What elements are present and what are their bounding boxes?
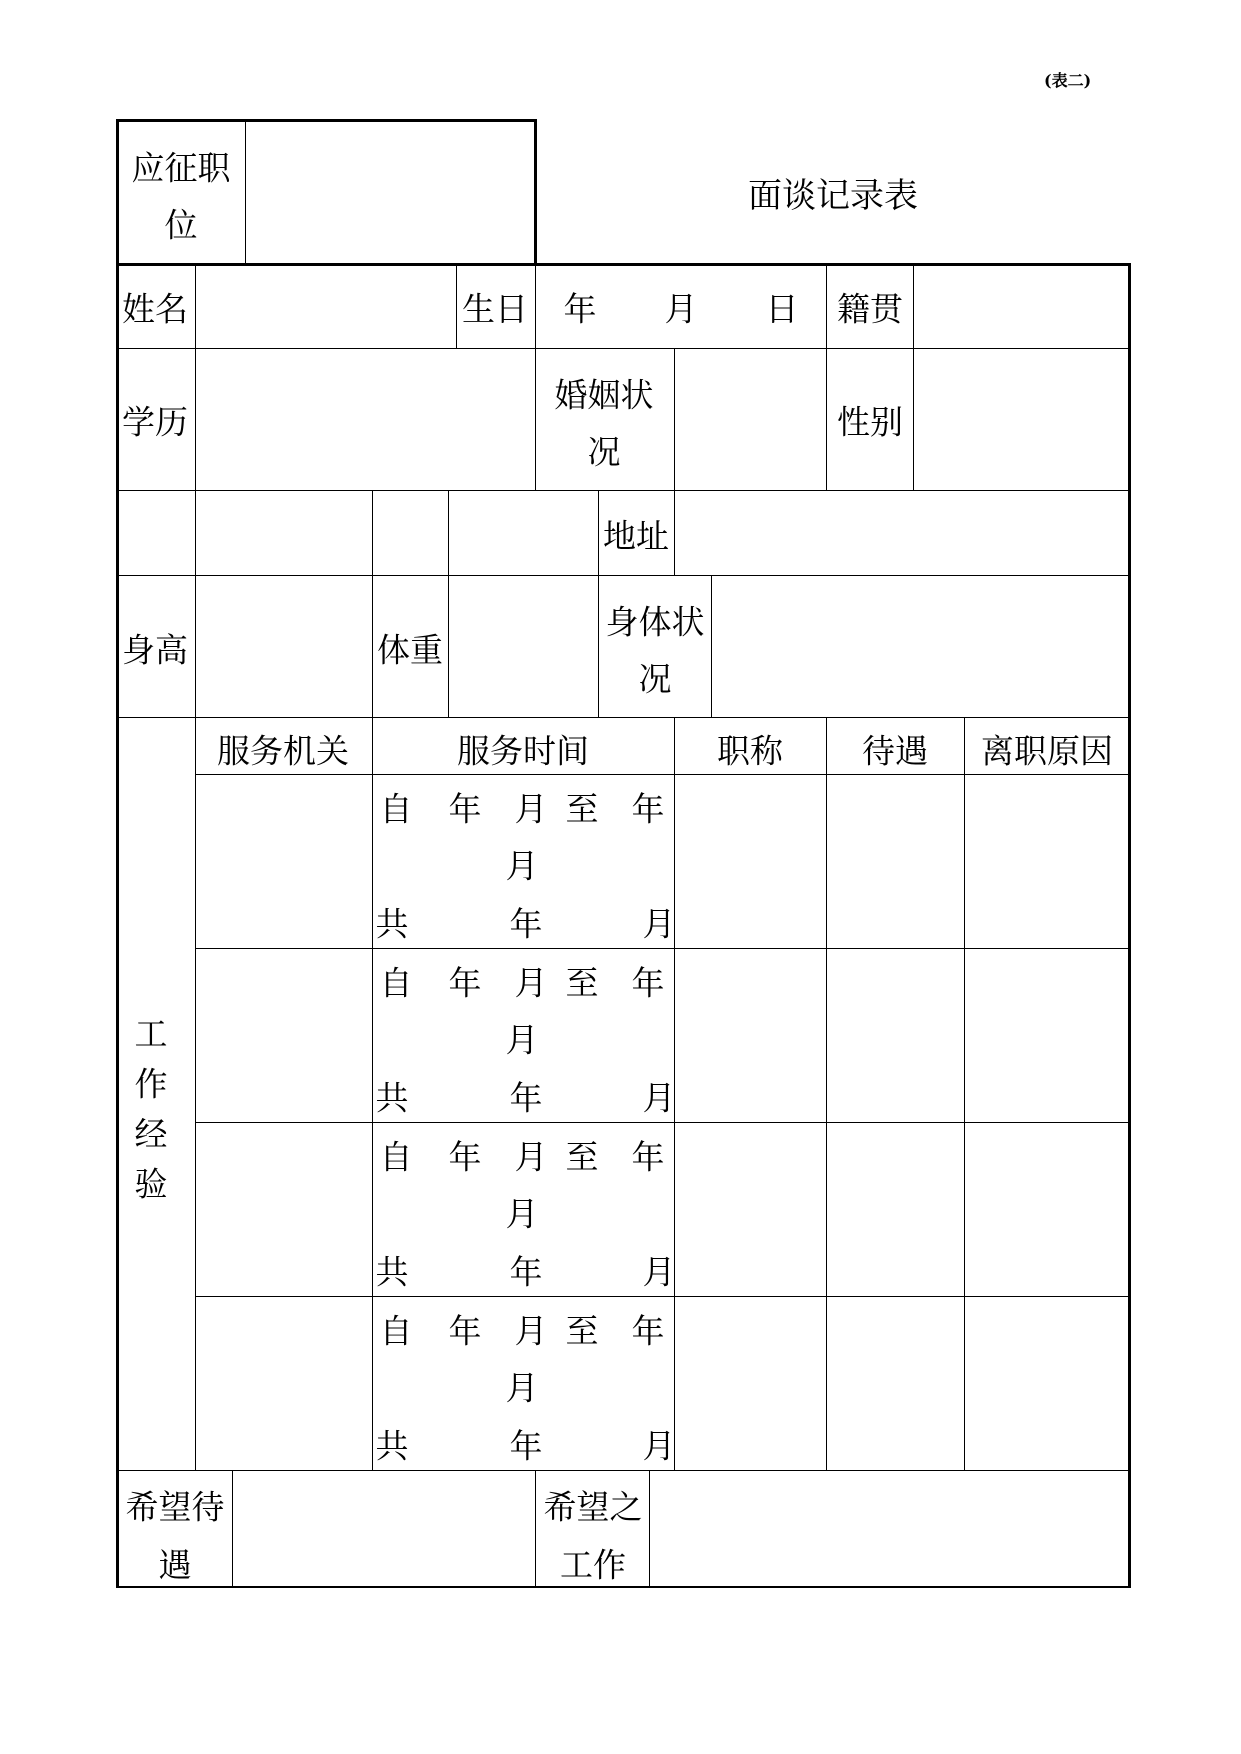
- leave-reason-input[interactable]: [966, 1298, 1127, 1469]
- grid-line: [964, 717, 965, 1470]
- period-line3-word: 共: [375, 1252, 409, 1292]
- period-line3-word: 年: [509, 1078, 543, 1118]
- job-title-input[interactable]: [676, 1298, 825, 1469]
- grid-line: [116, 1470, 1131, 1471]
- grid-line: [372, 717, 373, 1470]
- expected-job-label-line1: 希望之: [543, 1487, 643, 1527]
- education-input[interactable]: [197, 350, 534, 489]
- health-input[interactable]: [713, 577, 1127, 716]
- period-line1-word: 自: [379, 789, 413, 829]
- expected-pay-label-line2: 遇: [158, 1545, 192, 1585]
- marital-input[interactable]: [676, 350, 825, 489]
- birthday-month: 月: [664, 289, 698, 329]
- period-line3-word: 月: [642, 1078, 676, 1118]
- grid-line: [448, 490, 449, 717]
- salary-input[interactable]: [828, 1298, 963, 1469]
- grid-line: [195, 948, 1131, 949]
- period-line3-word: 年: [509, 904, 543, 944]
- expected-job-label-line2: 工作: [560, 1545, 626, 1585]
- height-label: 身高: [122, 630, 188, 670]
- period-line1-word: 年: [448, 789, 482, 829]
- grid-line: [456, 264, 457, 348]
- expected-pay-input[interactable]: [234, 1472, 534, 1585]
- employer-input[interactable]: [197, 1124, 371, 1295]
- leave-reason-input[interactable]: [966, 776, 1127, 947]
- grid-line: [826, 717, 827, 1470]
- period-line1-word: 至: [565, 1137, 599, 1177]
- header-service-period: 服务时间: [457, 731, 589, 771]
- position-input[interactable]: [247, 122, 533, 262]
- birthday-day: 日: [765, 289, 799, 329]
- period-line1-word: 年: [448, 1311, 482, 1351]
- grid-line: [245, 121, 246, 264]
- work-label-char: 验: [134, 1164, 168, 1204]
- period-line1-word: 月: [514, 963, 548, 1003]
- leave-reason-input[interactable]: [966, 950, 1127, 1121]
- grid-line: [116, 490, 1131, 491]
- expected-pay-label-line1: 希望待: [125, 1487, 225, 1527]
- marital-label-line1: 婚姻状: [554, 375, 654, 415]
- period-line2-word: 月: [505, 1020, 539, 1060]
- period-line3-word: 月: [642, 1426, 676, 1466]
- weight-input[interactable]: [450, 577, 597, 716]
- period-line1-word: 年: [448, 963, 482, 1003]
- header-employer: 服务机关: [217, 731, 349, 771]
- grid-line: [195, 774, 1131, 775]
- period-line3-word: 年: [509, 1426, 543, 1466]
- expected-job-input[interactable]: [651, 1472, 1127, 1585]
- gender-label: 性别: [837, 402, 903, 442]
- grid-line: [195, 264, 196, 1470]
- work-label-char: 工: [134, 1014, 168, 1054]
- period-line3-word: 共: [375, 1078, 409, 1118]
- period-line3-word: 月: [642, 1252, 676, 1292]
- health-label-line2: 况: [638, 659, 672, 699]
- salary-input[interactable]: [828, 950, 963, 1121]
- page-note: (表二): [1044, 71, 1092, 90]
- period-line1-word: 自: [379, 1311, 413, 1351]
- header-leave-reason: 离职原因: [981, 731, 1113, 771]
- period-line1-word: 月: [514, 789, 548, 829]
- birthday-year: 年: [563, 289, 597, 329]
- native-place-input[interactable]: [915, 266, 1127, 347]
- job-title-input[interactable]: [676, 776, 825, 947]
- grid-line: [232, 1470, 233, 1587]
- grid-line: [195, 1296, 1131, 1297]
- period-line1-word: 月: [514, 1311, 548, 1351]
- education-label: 学历: [122, 402, 188, 442]
- border-line: [534, 119, 537, 264]
- employer-input[interactable]: [197, 950, 371, 1121]
- job-title-input[interactable]: [676, 950, 825, 1121]
- grid-line: [195, 1122, 1131, 1123]
- grid-line: [913, 264, 914, 490]
- salary-input[interactable]: [828, 1124, 963, 1295]
- gender-input[interactable]: [915, 350, 1127, 489]
- period-line1-word: 年: [631, 789, 665, 829]
- grid-line: [116, 348, 1131, 349]
- employer-input[interactable]: [197, 1298, 371, 1469]
- period-line3-word: 月: [642, 904, 676, 944]
- border-line: [116, 1586, 1131, 1588]
- period-line3-word: 年: [509, 1252, 543, 1292]
- name-label: 姓名: [122, 289, 188, 329]
- period-line3-word: 共: [375, 1426, 409, 1466]
- grid-line: [535, 1470, 536, 1587]
- birthday-label: 生日: [462, 289, 528, 329]
- health-label-line1: 身体状: [605, 602, 705, 642]
- header-salary: 待遇: [862, 731, 928, 771]
- height-input[interactable]: [197, 577, 371, 716]
- employer-input[interactable]: [197, 776, 371, 947]
- period-line1-word: 至: [565, 1311, 599, 1351]
- salary-input[interactable]: [828, 776, 963, 947]
- job-title-input[interactable]: [676, 1124, 825, 1295]
- work-label-char: 作: [134, 1064, 168, 1104]
- grid-line: [711, 575, 712, 717]
- border-line: [1128, 263, 1131, 1588]
- period-line2-word: 月: [505, 1194, 539, 1234]
- border-line: [116, 119, 119, 1588]
- grid-line: [116, 575, 1131, 576]
- period-line2-word: 月: [505, 846, 539, 886]
- position-label-line1: 应征职: [131, 148, 231, 188]
- leave-reason-input[interactable]: [966, 1124, 1127, 1295]
- period-line3-word: 共: [375, 904, 409, 944]
- name-input[interactable]: [197, 266, 455, 347]
- grid-line: [535, 264, 536, 490]
- period-line1-word: 年: [631, 1137, 665, 1177]
- period-line1-word: 至: [565, 963, 599, 1003]
- work-label-char: 经: [134, 1114, 168, 1154]
- grid-line: [674, 348, 675, 575]
- address-input[interactable]: [676, 492, 1127, 574]
- grid-line: [116, 717, 1131, 718]
- period-line1-word: 自: [379, 1137, 413, 1177]
- native-place-label: 籍贯: [837, 289, 903, 329]
- period-line1-word: 月: [514, 1137, 548, 1177]
- period-line1-word: 年: [448, 1137, 482, 1177]
- grid-line: [372, 490, 373, 717]
- grid-line: [598, 490, 599, 717]
- weight-label: 体重: [377, 630, 443, 670]
- period-line1-word: 自: [379, 963, 413, 1003]
- form-title: 面谈记录表: [748, 176, 918, 216]
- marital-label-line2: 况: [587, 432, 621, 472]
- period-line2-word: 月: [505, 1368, 539, 1408]
- address-label: 地址: [603, 516, 669, 556]
- period-line1-word: 年: [631, 1311, 665, 1351]
- header-job-title: 职称: [717, 731, 783, 771]
- period-line1-word: 至: [565, 789, 599, 829]
- period-line1-word: 年: [631, 963, 665, 1003]
- grid-line: [649, 1470, 650, 1587]
- grid-line: [826, 264, 827, 490]
- position-label-line2: 位: [164, 205, 198, 245]
